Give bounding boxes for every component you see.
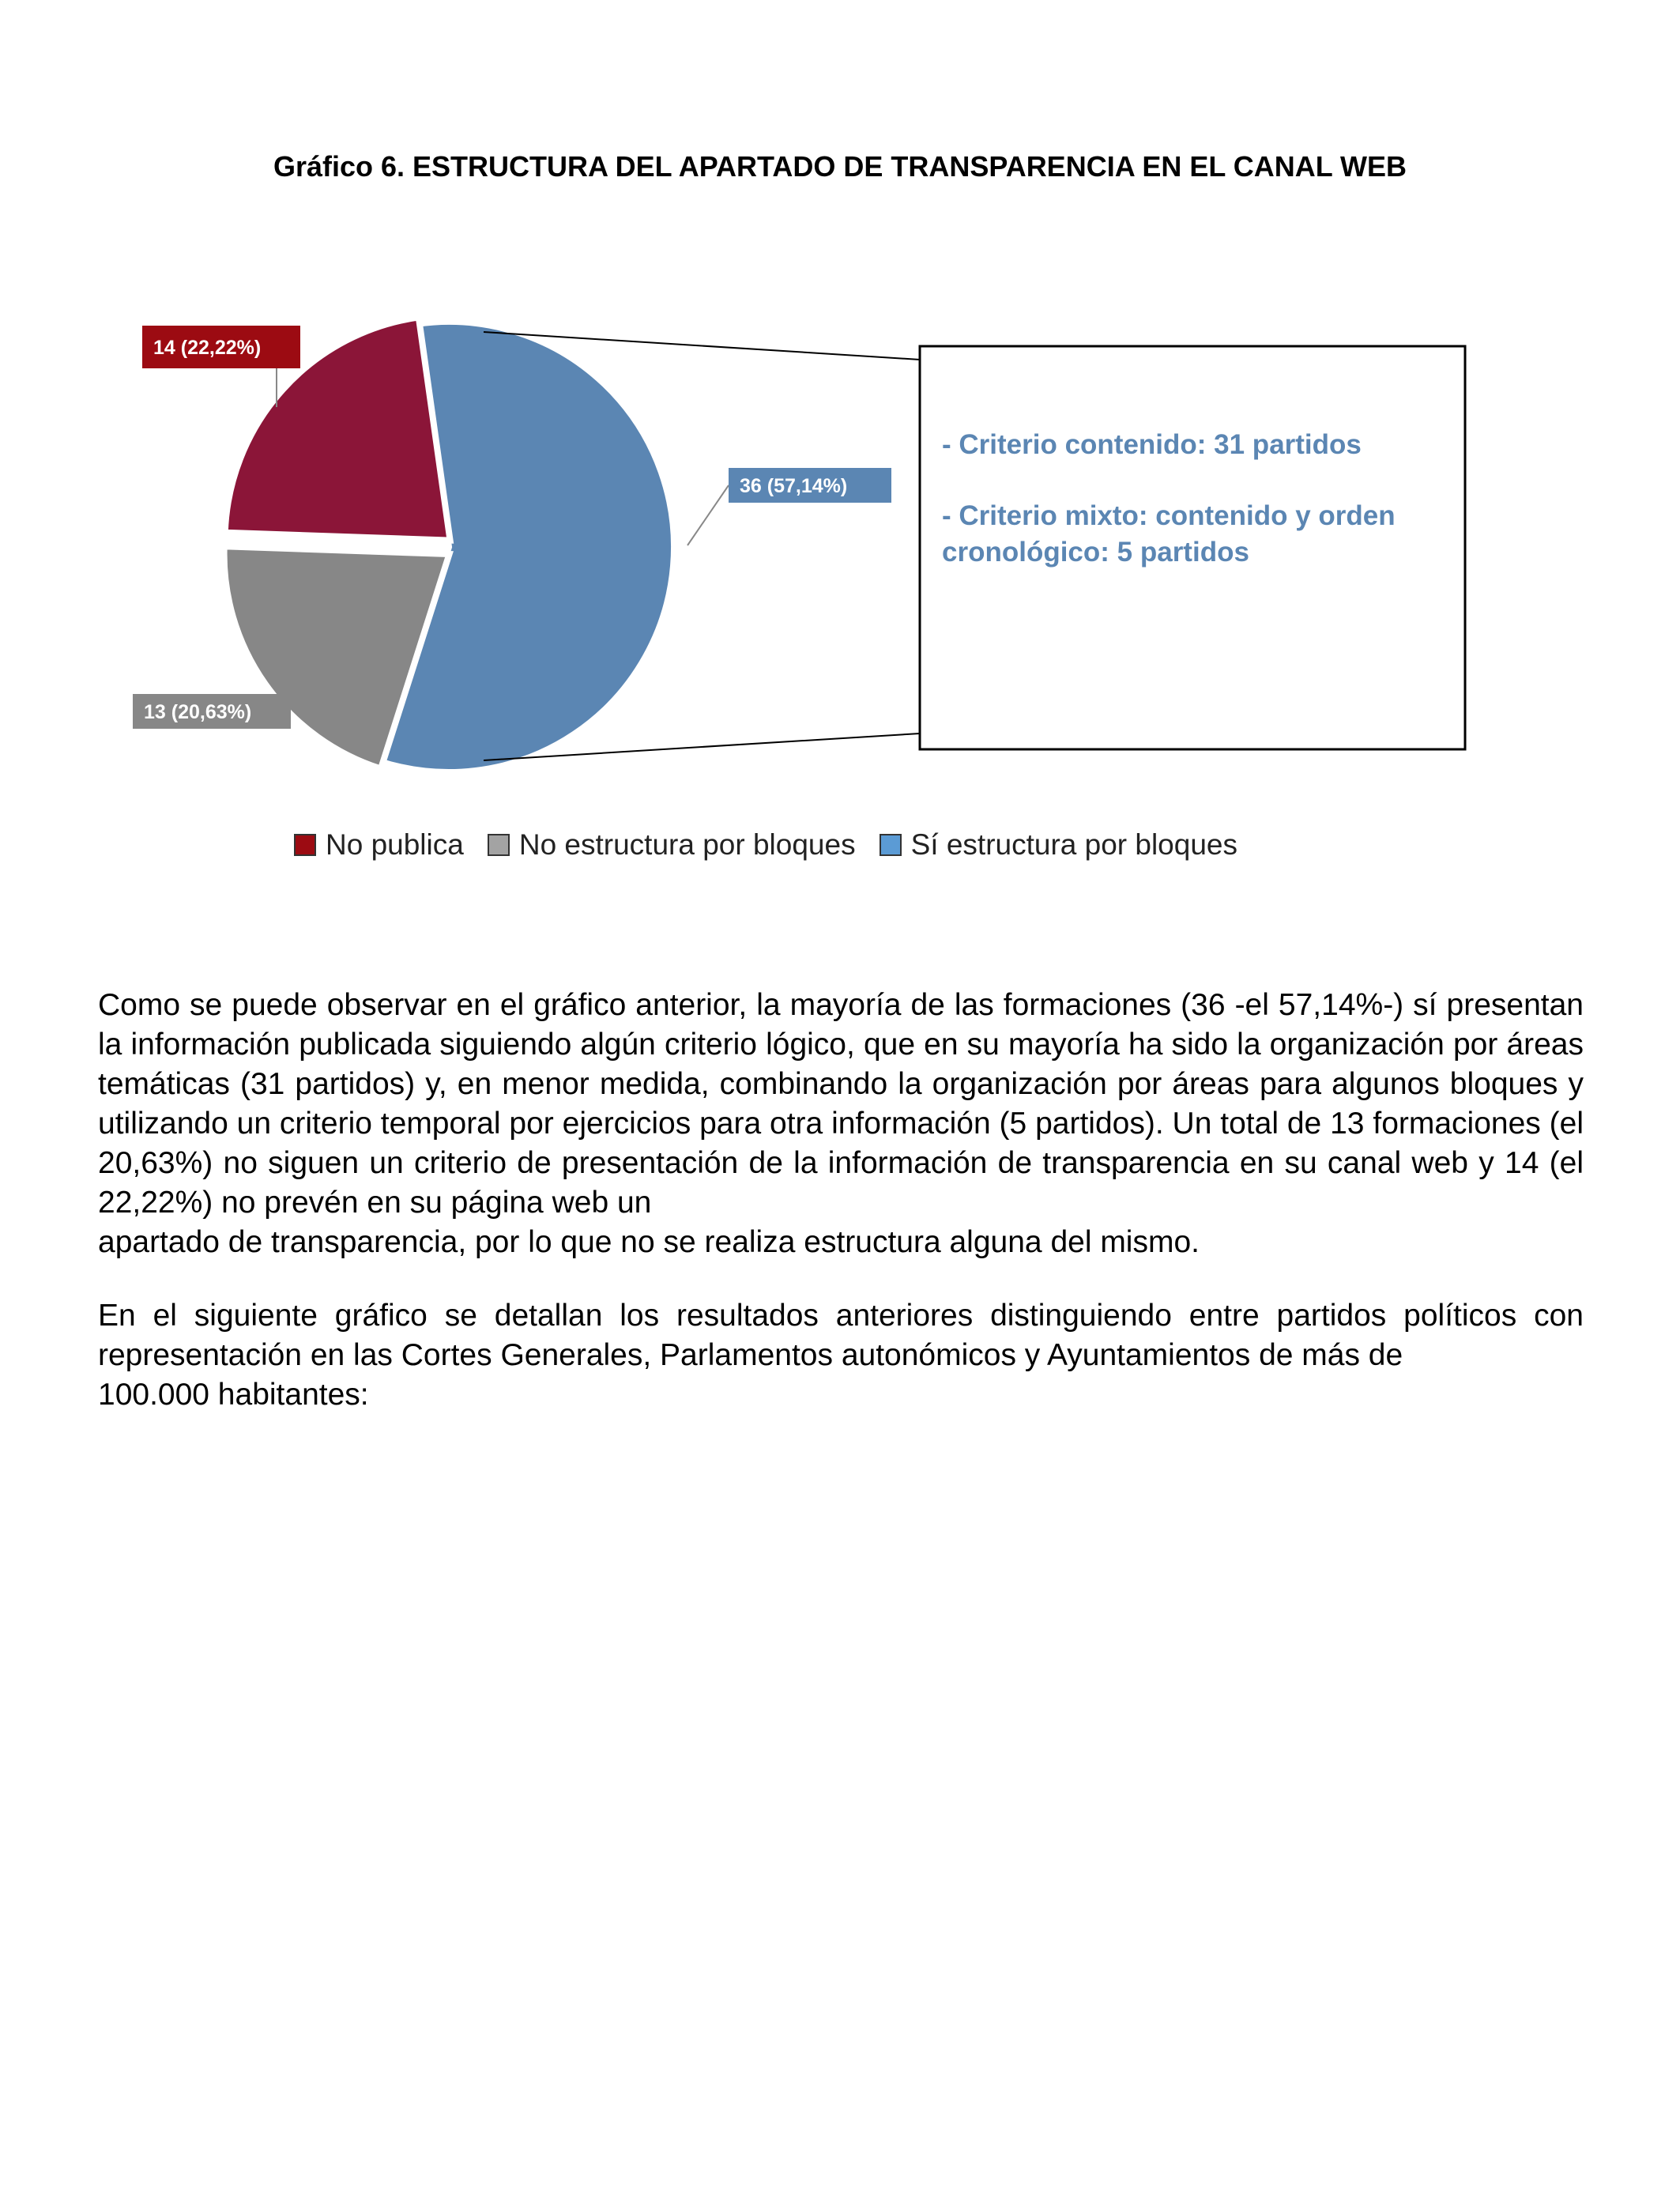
data-label-2: 14 (22,22%)	[153, 337, 262, 359]
paragraph-2-main: En el siguiente gráfico se detallan los resultados anteriores distinguiendo entre partidos políticos con representación en las Cortes Generales, Parlamentos autonómicos y Ayuntamientos de más de	[98, 1299, 1584, 1372]
paragraph-1-main: Como se puede observar en el gráfico anterior, la mayoría de las formaciones (36 -el 57,14%-) sí presentan la información publicada siguiendo algún criterio lógico, que en su mayoría ha sido la organización por áreas temáticas (31 partidos) y, en menor medida, combinando la organización por áreas para algunos bloques y utilizando un criterio temporal por ejercicios para otra información (5 partidos). Un total de 13 formaciones (el 20,63%) no siguen un criterio de presentación de la información de transparencia en su canal web y 14 (el 22,22%) no prevén en su página web un	[98, 988, 1584, 1220]
breakout-line-1: - Criterio contenido: 31 partidos	[942, 429, 1362, 460]
breakout-text	[942, 427, 1448, 605]
chart-title: Gráfico 6. ESTRUCTURA DEL APARTADO DE TRANSPARENCIA EN EL CANAL WEB	[273, 150, 1407, 183]
paragraph-1	[98, 986, 1584, 1262]
data-label-0: 36 (57,14%)	[740, 475, 848, 497]
leader-line-0	[687, 485, 729, 545]
legend-item-si-estructura	[880, 828, 1237, 862]
legend-label-no-publica: No publica	[326, 828, 464, 861]
legend-item-no-estructura	[488, 828, 856, 862]
breakout-line-2: - Criterio mixto: contenido y orden cronológico: 5 partidos	[942, 500, 1396, 568]
paragraph-1-last-line: apartado de transparencia, por lo que no se realiza estructura alguna del mismo.	[98, 1225, 1200, 1259]
paragraph-2	[98, 1296, 1584, 1415]
legend-swatch-no-publica	[294, 834, 316, 856]
chart-legend	[294, 828, 1261, 862]
data-label-1: 13 (20,63%)	[144, 701, 252, 723]
paragraph-2-last-line: 100.000 habitantes:	[98, 1378, 369, 1412]
legend-swatch-si-estructura	[880, 834, 902, 856]
legend-label-si-estructura: Sí estructura por bloques	[910, 828, 1237, 861]
legend-swatch-no-estructura	[488, 834, 510, 856]
legend-label-no-estructura: No estructura por bloques	[518, 828, 856, 861]
legend-item-no-publica	[294, 828, 464, 862]
